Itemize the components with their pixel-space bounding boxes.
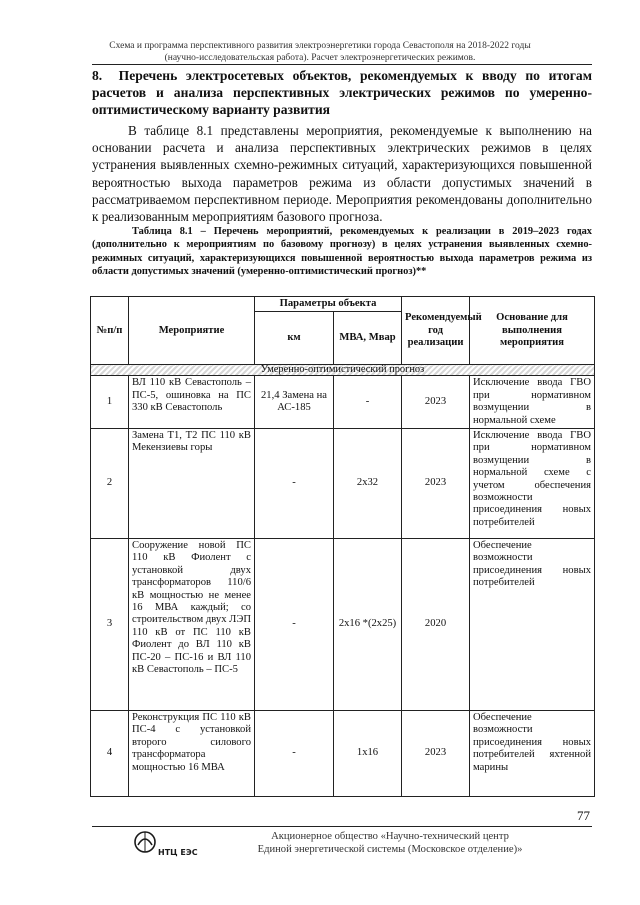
header-divider xyxy=(92,64,592,65)
table-row xyxy=(91,376,595,429)
row-mva: 2x32 xyxy=(334,429,402,539)
table-caption: Таблица 8.1 – Перечень мероприятий, рекомендуемых к реализации в 2019–2023 годах (дополнительно к мероприятиям по базовому прогнозу) в целях устранения выявленных схемно-режимных ситуаций, характеризующихся повышенной вероятностью выхода параметров режима из области допустимых значений (умеренно-оптимистический прогноз)** xyxy=(92,226,592,278)
row-mva: 1x16 xyxy=(334,711,402,797)
col-header-num: №п/п xyxy=(91,297,129,365)
table-row xyxy=(91,539,595,711)
footer-text xyxy=(200,830,580,856)
col-header-km: км xyxy=(255,312,334,365)
row-year: 2023 xyxy=(402,376,470,429)
logo-text: НТЦ ЕЭС xyxy=(158,848,198,857)
col-header-basis: Основание для выполнения мероприятия xyxy=(470,297,595,365)
row-num: 4 xyxy=(91,711,129,797)
row-basis: Обеспечение возможности присоединения новых потребителей яхтенной марины xyxy=(470,711,595,797)
row-measure: ВЛ 110 кВ Севастополь – ПС-5, ошиновка на ПС 330 кВ Севастополь xyxy=(129,376,255,429)
table-header-row xyxy=(91,297,595,312)
row-basis: Исключение ввода ГВО при нормативном возмущении в нормальной схеме с учетом обеспечения возможности присоединения новых потребителей xyxy=(470,429,595,539)
table-row xyxy=(91,429,595,539)
row-basis: Обеспечение возможности присоединения новых потребителей xyxy=(470,539,595,711)
row-num: 2 xyxy=(91,429,129,539)
footer-line1: Акционерное общество «Научно-технический центр xyxy=(271,831,509,842)
row-year: 2023 xyxy=(402,711,470,797)
running-header-line2: (научно-исследовательская работа). Расчет электроэнергетических режимов. xyxy=(164,53,476,63)
row-basis: Исключение ввода ГВО при нормативном возмущении в нормальной схеме xyxy=(470,376,595,429)
row-km: - xyxy=(255,429,334,539)
row-km: - xyxy=(255,539,334,711)
section-number: 8. xyxy=(92,68,103,83)
scenario-row xyxy=(91,365,595,376)
table-row xyxy=(91,711,595,797)
running-header-line1: Схема и программа перспективного развития электроэнергетики города Севастополя на 2018-2022 годы xyxy=(109,41,531,51)
row-measure: Сооружение новой ПС 110 кВ Фиолент с установкой двух трансформаторов 110/6 кВ мощностью не менее 16 МВА каждый; со строительством двух ЛЭП 110 кВ от ПС 110 кВ Фиолент до ВЛ 110 кВ ПС-20 – ПС-16 и ВЛ 110 кВ Севастополь – ПС-5 xyxy=(129,539,255,711)
body-paragraph: В таблице 8.1 представлены мероприятия, рекомендуемые к выполнению на основании расчета и анализа перспективных электрических режимов в целях устранения выявленных схемно-режимных ситуаций, характеризующихся повышенной вероятностью выхода параметров режима из области допустимых значений в рассматриваемом перспективном периоде. Мероприятия рекомендованы дополнительно к реализованным мероприятиям базового прогноза. xyxy=(92,123,592,225)
col-header-params: Параметры объекта xyxy=(255,297,402,312)
row-mva: - xyxy=(334,376,402,429)
section-title: Перечень электросетевых объектов, рекомендуемых к вводу по итогам расчетов и анализа перспективных электрических режимов по умеренно-оптимистическому варианту развития xyxy=(92,68,592,117)
col-header-year: Рекомендуемый год реализации xyxy=(402,297,470,365)
running-header xyxy=(60,40,580,64)
measures-table xyxy=(90,296,595,797)
row-km: - xyxy=(255,711,334,797)
row-km: 21,4 Замена на АС-185 xyxy=(255,376,334,429)
row-year: 2023 xyxy=(402,429,470,539)
row-num: 1 xyxy=(91,376,129,429)
row-num: 3 xyxy=(91,539,129,711)
scenario-label: Умеренно-оптимистический прогноз xyxy=(91,365,595,376)
row-measure: Замена Т1, Т2 ПС 110 кВ Мекензиевы горы xyxy=(129,429,255,539)
ntc-ees-logo-icon xyxy=(132,829,198,869)
row-mva: 2x16 *(2x25) xyxy=(334,539,402,711)
footer-divider xyxy=(92,826,592,827)
col-header-measure: Мероприятие xyxy=(129,297,255,365)
page-number: 77 xyxy=(577,808,590,823)
row-measure: Реконструкция ПС 110 кВ ПС-4 с установкой второго силового трансформатора мощностью 16 МВА xyxy=(129,711,255,797)
measures-table-wrapper xyxy=(90,296,594,797)
col-header-mva: МВА, Мвар xyxy=(334,312,402,365)
section-heading xyxy=(92,67,592,118)
footer-line2: Единой энергетической системы (Московское отделение)» xyxy=(257,844,523,855)
row-year: 2020 xyxy=(402,539,470,711)
